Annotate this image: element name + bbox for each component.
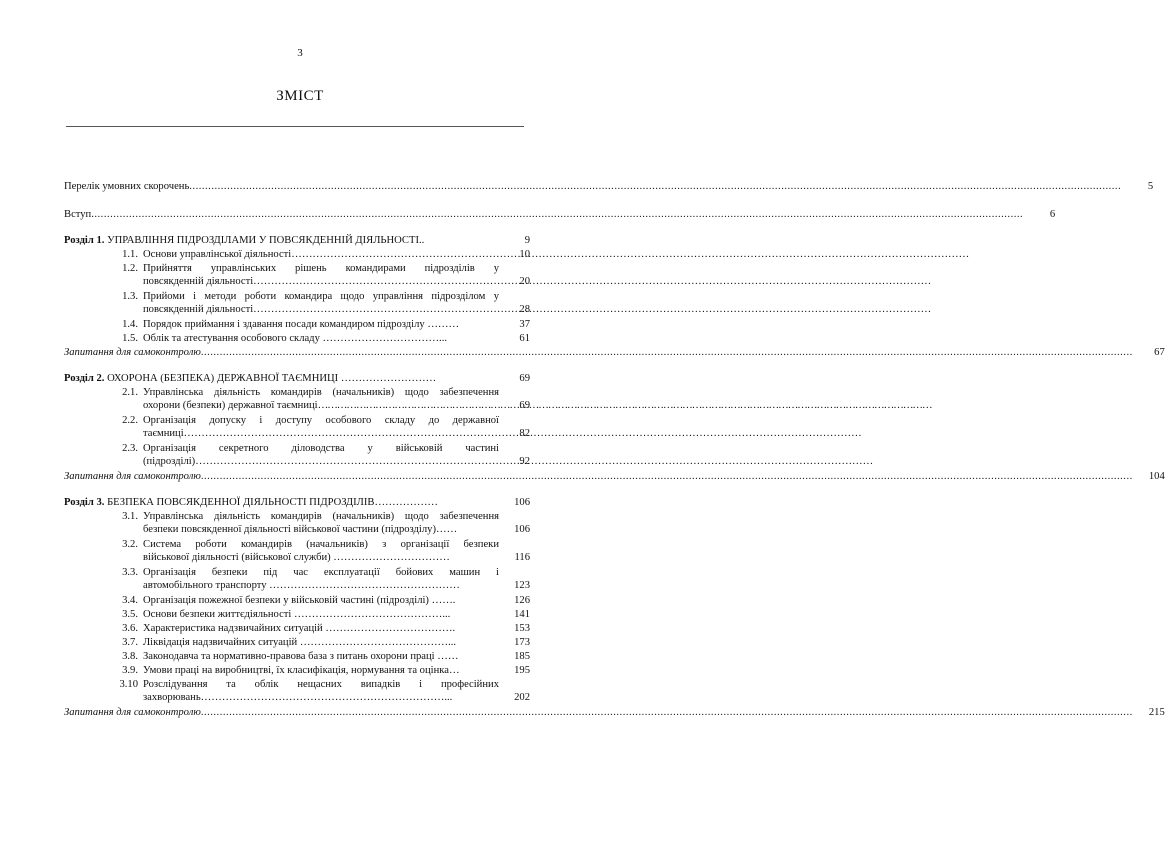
toc-item-1-4[interactable]	[143, 318, 499, 331]
item-number: 2.2.	[122, 415, 138, 426]
section-title: ОХОРОНА (БЕЗПЕКА) ДЕРЖАВНОЇ ТАЄМНИЦІ ………………………	[107, 373, 437, 384]
item-text: Характеристика надзвичайних ситуацій ……………………………….	[143, 623, 456, 634]
item-number: 3.1.	[122, 511, 138, 522]
item-text: Система роботи командирів (начальників) з організації безпеки	[143, 539, 499, 550]
item-number: 3.7.	[122, 637, 138, 648]
toc-entry-page: 6	[1049, 209, 1056, 220]
item-text-continued: (підрозділі)	[143, 456, 196, 467]
item-text: Основи управлінської діяльності	[143, 249, 292, 260]
section-label: Розділ 2.	[64, 373, 105, 384]
item-text: Ліквідація надзвичайних ситуацій ……………………………………...	[143, 637, 457, 648]
item-text-continued: охорони (безпеки) державної таємниці	[143, 400, 318, 411]
toc-item-3-1[interactable]	[143, 510, 499, 536]
item-text-continued: військової діяльності (військової служби) ……………………………	[143, 552, 450, 563]
item-text: Організація допуску і доступу особового складу до державної	[143, 415, 499, 426]
item-page: 69	[519, 400, 530, 411]
toc-entry-abbreviations[interactable]	[64, 180, 1154, 193]
section-page: 69	[519, 373, 530, 384]
item-text: Організація безпеки під час експлуатації бойових машин і	[143, 567, 499, 578]
item-text-continued: автомобільного транспорту ………………………………………………	[143, 580, 460, 591]
item-number: 3.3.	[122, 567, 138, 578]
item-page: 28	[519, 304, 530, 315]
toc-item-3-4[interactable]	[143, 594, 499, 607]
toc-selfcheck-2[interactable]	[64, 470, 1165, 483]
item-number: 1.1.	[122, 249, 138, 260]
selfcheck-page: 215	[1148, 707, 1165, 718]
item-text: Порядок приймання і здавання посади командиром підрозділу ………	[143, 319, 460, 330]
item-page: 116	[514, 552, 530, 563]
item-page: 173	[514, 637, 530, 648]
item-text-continued: захворювань……………………………………………………………...	[143, 692, 453, 703]
item-text: Основи безпеки життєдіяльності ……………………………………...	[143, 609, 451, 620]
section-page: 9	[524, 235, 530, 246]
item-number: 1.5.	[122, 333, 138, 344]
toc-selfcheck-1[interactable]	[64, 346, 1165, 359]
item-number: 3.2.	[122, 539, 138, 550]
toc-section-1[interactable]	[64, 234, 464, 247]
item-number: 2.1.	[122, 387, 138, 398]
item-text-continued: повсякденній діяльності	[143, 276, 254, 287]
item-number: 3.10	[119, 679, 138, 690]
toc-item-3-9[interactable]	[143, 664, 499, 677]
leader-dots	[201, 346, 1133, 359]
toc-item-1-3[interactable]	[143, 290, 499, 316]
toc-item-3-6[interactable]	[143, 622, 499, 635]
item-text: Прийоми і методи роботи командира щодо управління підрозділом у	[143, 291, 499, 302]
section-title: УПРАВЛІННЯ ПІДРОЗДІЛАМИ У ПОВСЯКДЕННІЙ ДІЯЛЬНОСТІ..	[107, 235, 425, 246]
item-page: 37	[519, 319, 530, 330]
page-title: ЗМІСТ	[276, 88, 324, 104]
item-page: 20	[519, 276, 530, 287]
title-rule	[66, 126, 524, 127]
toc-item-2-2[interactable]	[143, 414, 499, 440]
toc-item-1-1[interactable]	[143, 248, 499, 261]
toc-item-3-5[interactable]	[143, 608, 499, 621]
item-number: 1.3.	[122, 291, 138, 302]
item-number: 3.5.	[122, 609, 138, 620]
item-page: 82	[519, 428, 530, 439]
section-page: 106	[514, 497, 530, 508]
toc-section-2[interactable]	[64, 372, 464, 385]
item-number: 1.2.	[122, 263, 138, 274]
section-title: БЕЗПЕКА ПОВСЯКДЕННОЇ ДІЯЛЬНОСТІ ПІДРОЗДІЛІВ………………	[107, 497, 439, 508]
item-number: 3.9.	[122, 665, 138, 676]
item-page: 126	[514, 595, 530, 606]
item-text: Управлінська діяльність командирів (начальників) щодо забезпечення	[143, 511, 499, 522]
toc-entry-page: 5	[1147, 181, 1154, 192]
item-text: Прийняття управлінських рішень командирами підрозділів у	[143, 263, 499, 274]
leader-dots	[91, 208, 1023, 221]
toc-item-3-2[interactable]	[143, 538, 499, 564]
item-page: 61	[519, 333, 530, 344]
section-label: Розділ 3.	[64, 497, 105, 508]
item-page: 10	[519, 249, 530, 260]
item-page: 141	[514, 609, 530, 620]
selfcheck-text: Запитання для самоконтролю	[64, 471, 201, 482]
item-text: Управлінська діяльність командирів (начальників) щодо забезпечення	[143, 387, 499, 398]
item-page: 202	[514, 692, 530, 703]
toc-item-3-7[interactable]	[143, 636, 499, 649]
item-page: 195	[514, 665, 530, 676]
toc-section-3[interactable]	[64, 496, 464, 509]
item-text: Умови праці на виробництві, їх класифікація, нормування та оцінка…	[143, 665, 460, 676]
item-number: 3.4.	[122, 595, 138, 606]
item-text: Організація секретного діловодства у військовій частині	[143, 443, 499, 454]
toc-item-3-8[interactable]	[143, 650, 499, 663]
item-number: 3.8.	[122, 651, 138, 662]
leader-dots	[201, 706, 1133, 719]
toc-item-2-3[interactable]	[143, 442, 499, 468]
toc-item-3-10[interactable]	[143, 678, 499, 704]
toc-item-3-3[interactable]	[143, 566, 499, 592]
selfcheck-text: Запитання для самоконтролю	[64, 707, 201, 718]
selfcheck-text: Запитання для самоконтролю	[64, 347, 201, 358]
item-page: 153	[514, 623, 530, 634]
item-page: 106	[514, 524, 530, 535]
selfcheck-page: 67	[1154, 347, 1165, 358]
toc-item-1-2[interactable]	[143, 262, 499, 288]
item-number: 2.3.	[122, 443, 138, 454]
leader-dots	[201, 470, 1133, 483]
item-text: Організація пожежної безпеки у військовій частині (підрозділі) …….	[143, 595, 456, 606]
toc-item-1-5[interactable]	[143, 332, 499, 345]
item-text-continued: таємниці	[143, 428, 184, 439]
item-text-continued: безпеки повсякденної діяльності військової частини (підрозділу)……	[143, 524, 458, 535]
toc-entry-text: Вступ	[64, 209, 92, 220]
toc-entry-text: Перелік умовних скорочень	[64, 181, 190, 192]
item-text-continued: повсякденній діяльності	[143, 304, 254, 315]
toc-item-2-1[interactable]	[143, 386, 499, 412]
section-label: Розділ 1.	[64, 235, 105, 246]
item-page: 123	[514, 580, 530, 591]
selfcheck-page: 104	[1148, 471, 1165, 482]
item-text: Облік та атестування особового складу ……………………………...	[143, 333, 447, 344]
item-text: Законодавча та нормативно-правова база з питань охорони праці ……	[143, 651, 459, 662]
toc-entry-introduction[interactable]	[64, 208, 1056, 221]
item-page: 92	[519, 456, 530, 467]
item-number: 1.4.	[122, 319, 138, 330]
item-page: 185	[514, 651, 530, 662]
toc-selfcheck-3[interactable]	[64, 706, 1165, 719]
page-number: 3	[297, 47, 303, 59]
item-text: Розслідування та облік нещасних випадків і професійних	[143, 679, 499, 690]
leader-dots	[189, 180, 1121, 193]
item-number: 3.6.	[122, 623, 138, 634]
